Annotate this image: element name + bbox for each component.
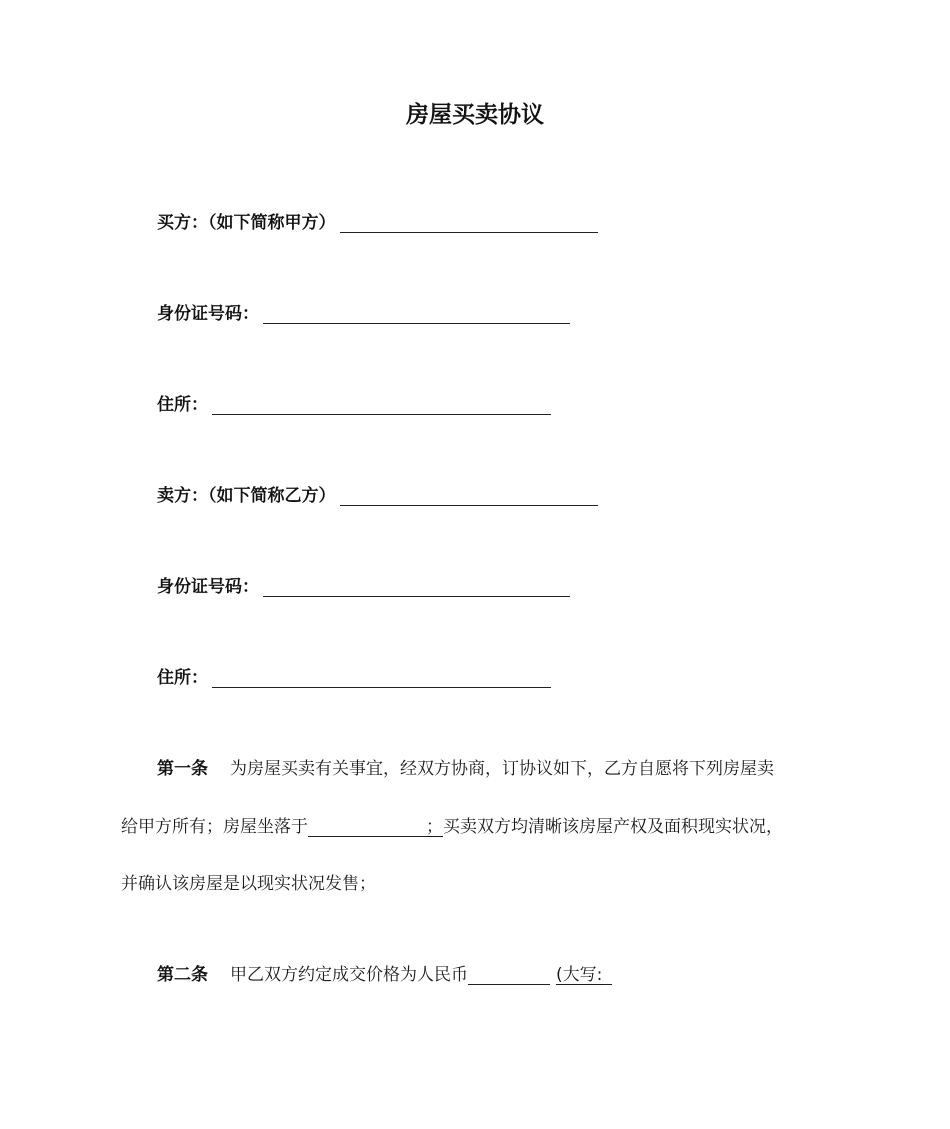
document-title: 房屋买卖协议 bbox=[406, 102, 544, 128]
seller-label: 卖方：（如下简称乙方） bbox=[157, 486, 336, 506]
buyer-address-field bbox=[157, 390, 551, 415]
buyer-id-label: 身份证号码： bbox=[157, 304, 259, 324]
seller-address-blank[interactable] bbox=[212, 669, 551, 688]
price-capital-blank[interactable] bbox=[602, 966, 612, 985]
article1-text-line3: 并确认该房屋是以现实状况发售； bbox=[121, 874, 376, 894]
buyer-address-blank[interactable] bbox=[212, 396, 551, 415]
price-amount-blank[interactable] bbox=[468, 966, 550, 985]
buyer-name-blank[interactable] bbox=[340, 214, 598, 233]
seller-id-field bbox=[157, 572, 570, 597]
article1-line3 bbox=[121, 869, 376, 894]
seller-address-field bbox=[157, 663, 551, 688]
buyer-label: 买方：（如下简称甲方） bbox=[157, 213, 336, 233]
article1-line1 bbox=[157, 754, 774, 779]
article1-text-line1: 为房屋买卖有关事宜，经双方协商，订协议如下，乙方自愿将下列房屋卖 bbox=[230, 759, 774, 779]
buyer-address-label: 住所： bbox=[157, 395, 208, 415]
buyer-id-blank[interactable] bbox=[263, 305, 570, 324]
article1-number: 第一条 bbox=[157, 759, 208, 779]
article2-number: 第二条 bbox=[157, 965, 208, 985]
article1-text-line2-before: 给甲方所有；房屋坐落于 bbox=[121, 817, 308, 837]
article1-semicolon: ； bbox=[426, 817, 443, 837]
buyer-field bbox=[157, 208, 598, 233]
article1-line2 bbox=[121, 812, 783, 837]
article2-text: 甲乙双方约定成交价格为人民币 bbox=[230, 965, 468, 985]
seller-address-label: 住所： bbox=[157, 668, 208, 688]
buyer-id-field bbox=[157, 299, 570, 324]
seller-name-blank[interactable] bbox=[340, 487, 598, 506]
seller-field bbox=[157, 481, 598, 506]
article1-text-line2-after: 买卖双方均清晰该房屋产权及面积现实状况， bbox=[443, 817, 783, 837]
seller-id-blank[interactable] bbox=[263, 578, 570, 597]
article2-line1 bbox=[157, 960, 612, 985]
price-capital-label: (大写: bbox=[556, 965, 603, 985]
seller-id-label: 身份证号码： bbox=[157, 577, 259, 597]
property-location-blank[interactable] bbox=[308, 818, 426, 837]
